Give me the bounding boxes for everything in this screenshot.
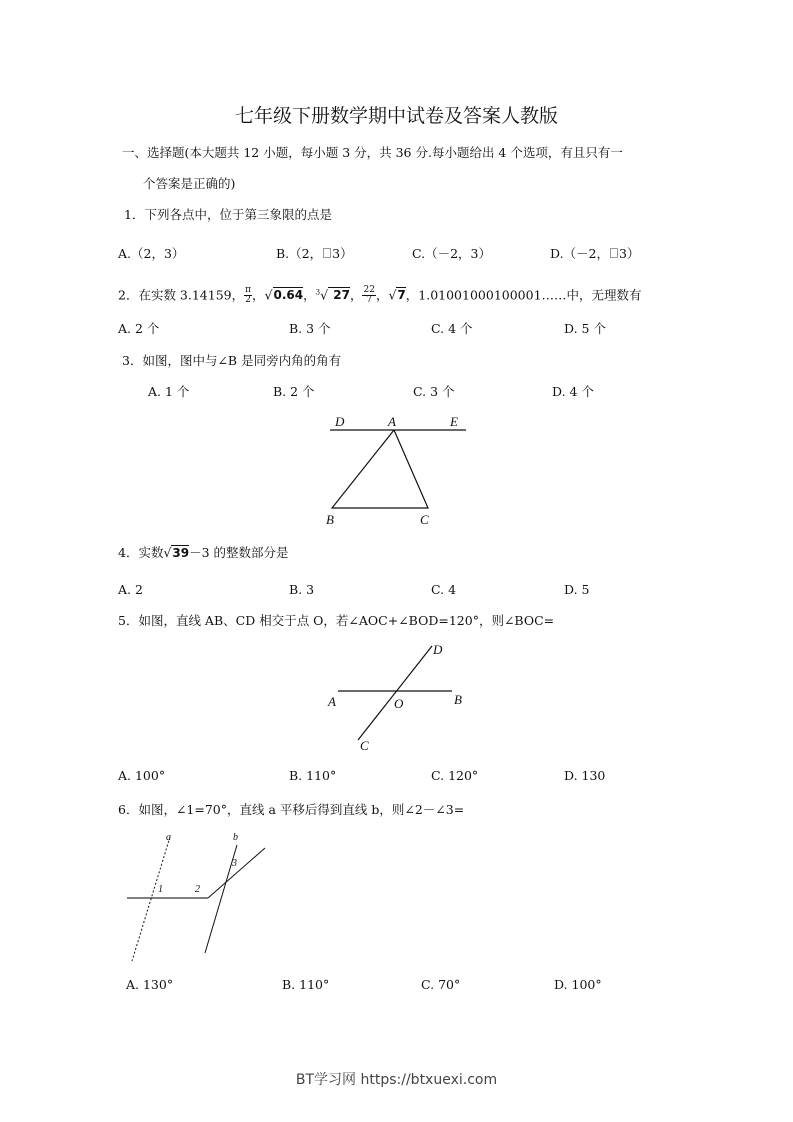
q1-option-d-tail: 3） bbox=[619, 246, 640, 261]
label-d: D bbox=[433, 642, 443, 657]
page-title: 七年级下册数学期中试卷及答案人教版 bbox=[234, 105, 558, 127]
label-d: D bbox=[335, 414, 345, 429]
q4-option-a: A. 2 bbox=[118, 582, 143, 597]
footer-watermark: BT学习网 https://btxuexi.com bbox=[295, 1072, 498, 1088]
question-1-stem: 1．下列各点中，位于第三象限的点是 bbox=[124, 207, 332, 222]
intersecting-lines-figure bbox=[320, 638, 480, 758]
section-heading-cont: 个答案是正确的) bbox=[143, 176, 236, 191]
cbrt-27: 27 bbox=[329, 288, 350, 303]
question-2-stem: 2．在实数 3.14159， $\frac{\pi}{2}$ ，√0.64，$^3$√ 27， $\frac{22}{7}$ ，√7，1.01001000100001……中，无理数有 bbox=[118, 285, 642, 306]
q3-option-a: A. 1 个 bbox=[148, 384, 190, 399]
q4-suffix: －3 的整数部分是 bbox=[189, 545, 289, 560]
q1-option-d-text: D.（－2， bbox=[550, 246, 610, 261]
question-4-stem: 4．实数√39－3 的整数部分是 bbox=[118, 545, 289, 560]
q3-option-d: D. 4 个 bbox=[552, 384, 594, 399]
q6-option-d: D. 100° bbox=[554, 977, 602, 992]
q4-option-c: C. 4 bbox=[431, 582, 457, 597]
frac-den: 2 bbox=[245, 295, 251, 306]
label-c: C bbox=[360, 738, 369, 753]
label-a: A bbox=[388, 414, 396, 429]
q2-option-a: A. 2 个 bbox=[118, 321, 160, 336]
slanted-line bbox=[208, 848, 265, 898]
sqrt-39: 39 bbox=[172, 546, 190, 560]
frac-num: 22 bbox=[363, 285, 375, 295]
label-1: 1 bbox=[158, 884, 163, 895]
fraction-22-over-7 bbox=[362, 286, 375, 306]
label-b: B bbox=[326, 512, 334, 527]
label-2: 2 bbox=[195, 884, 200, 895]
q4-prefix: 4．实数 bbox=[118, 545, 164, 560]
triangle-figure bbox=[320, 410, 480, 530]
q1-option-d bbox=[550, 248, 639, 261]
question-6-stem: 6．如图，∠1=70°，直线 a 平移后得到直线 b，则∠2－∠3= bbox=[118, 802, 465, 817]
cbrt-index: 3 bbox=[315, 288, 321, 297]
question-5-stem: 5．如图，直线 AB、CD 相交于点 O，若∠AOC+∠BOD=120°，则∠BOC= bbox=[118, 613, 555, 628]
q4-option-b: B. 3 bbox=[289, 582, 315, 597]
frac-num: π bbox=[245, 285, 252, 295]
q6-option-b: B. 110° bbox=[282, 977, 330, 992]
question-3-stem: 3．如图，图中与∠B 是同旁内角的角有 bbox=[122, 353, 342, 368]
fraction-pi-over-2 bbox=[244, 286, 252, 306]
q2-option-d: D. 5 个 bbox=[564, 321, 606, 336]
q2-prefix: 2．在实数 3.14159， bbox=[118, 287, 245, 303]
q2-option-b: B. 3 个 bbox=[289, 321, 331, 336]
section-heading: 一、选择题(本大题共 12 小题，每小题 3 分，共 36 分.每小题给出 4 个选项，有且只有一 bbox=[122, 145, 623, 160]
label-b: b bbox=[233, 832, 238, 843]
label-c: C bbox=[420, 512, 429, 527]
label-o: O bbox=[394, 696, 404, 711]
missing-glyph-icon bbox=[610, 248, 618, 258]
q4-option-d: D. 5 bbox=[564, 582, 590, 597]
triangle-abc bbox=[332, 430, 428, 508]
missing-glyph-icon bbox=[323, 248, 331, 258]
q3-option-c: C. 3 个 bbox=[413, 384, 455, 399]
q1-option-b-text: B.（2， bbox=[276, 246, 323, 261]
q3-option-b: B. 2 个 bbox=[273, 384, 315, 399]
frac-den: 7 bbox=[366, 295, 373, 306]
q6-option-a: A. 130° bbox=[126, 977, 174, 992]
label-a: A bbox=[328, 694, 336, 709]
q1-option-a: A.（2，3） bbox=[118, 246, 185, 261]
q1-option-b bbox=[276, 248, 353, 261]
label-b: B bbox=[454, 692, 462, 707]
sqrt-0-64: 0.64 bbox=[273, 288, 304, 303]
label-e: E bbox=[450, 414, 458, 429]
q2-option-c: C. 4 个 bbox=[431, 321, 473, 336]
sqrt-7: 7 bbox=[397, 288, 406, 303]
q5-option-a: A. 100° bbox=[118, 768, 166, 783]
parallel-lines-figure bbox=[110, 825, 310, 965]
label-a: a bbox=[166, 832, 171, 843]
line-cd bbox=[358, 646, 432, 740]
line-a bbox=[132, 837, 170, 961]
q2-suffix: ，1.01001000100001……中，无理数有 bbox=[405, 287, 642, 303]
label-3: 3 bbox=[232, 858, 237, 869]
q5-option-b: B. 110° bbox=[289, 768, 337, 783]
q5-option-c: C. 120° bbox=[431, 768, 479, 783]
q6-option-c: C. 70° bbox=[421, 977, 461, 992]
q1-option-b-tail: 3） bbox=[332, 246, 353, 261]
q1-option-c: C.（－2，3） bbox=[412, 246, 491, 261]
q5-option-d: D. 130 bbox=[564, 768, 606, 783]
